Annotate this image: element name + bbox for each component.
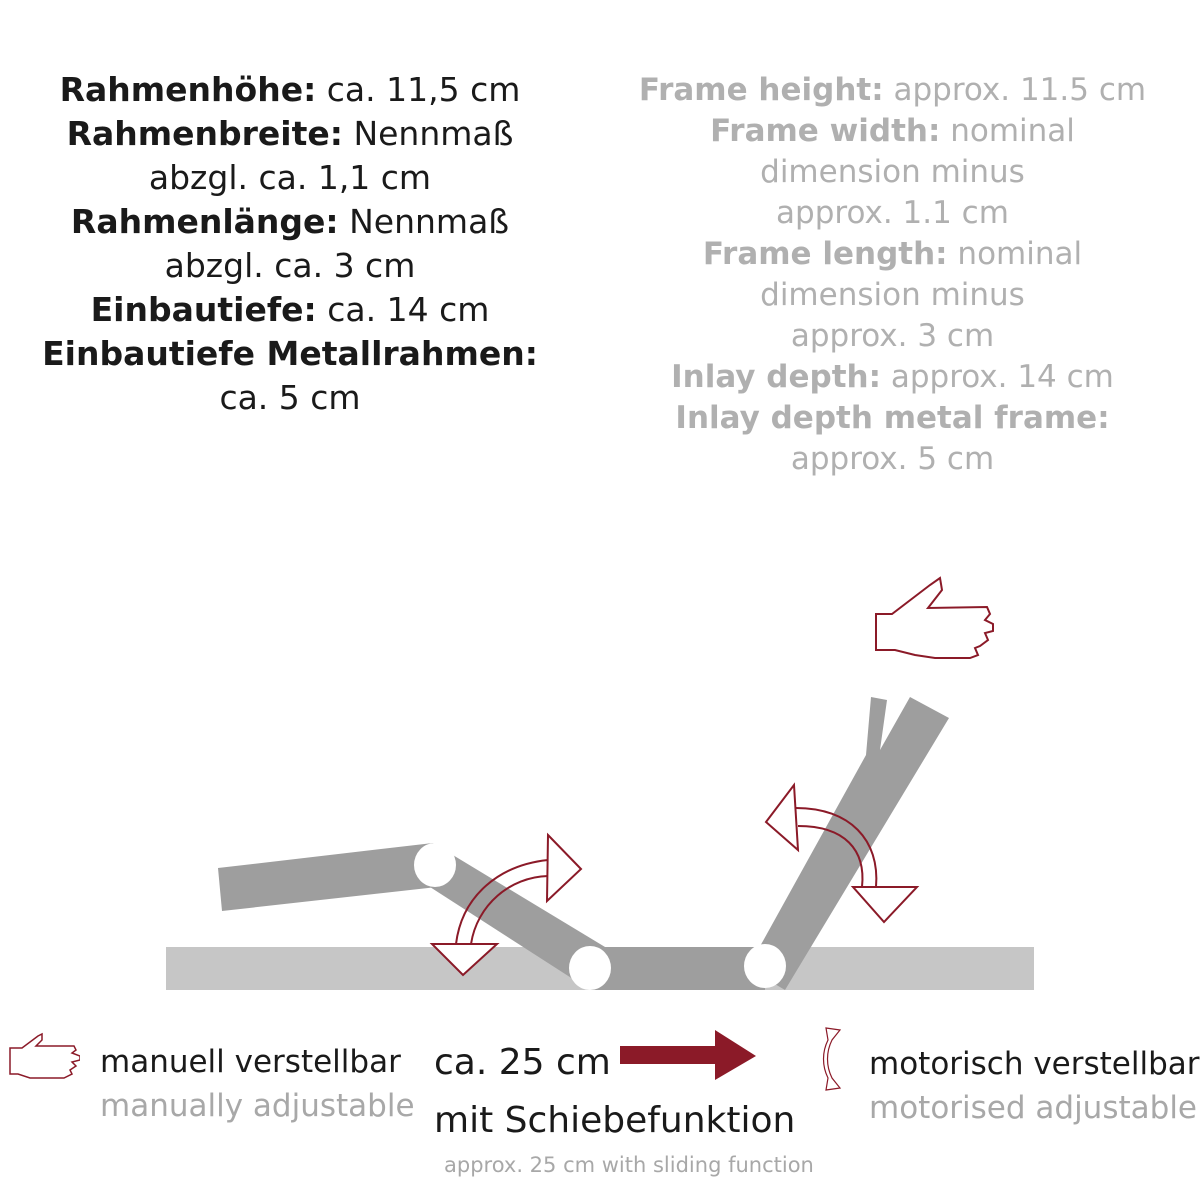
spec-value: dimension minus <box>760 154 1025 190</box>
spec-label: Rahmenlänge: <box>70 202 339 241</box>
spec-value: abzgl. ca. 1,1 cm <box>148 158 432 197</box>
spec-value: dimension minus <box>760 277 1025 313</box>
spec-value: ca. 11,5 cm <box>316 70 521 109</box>
spec-value: Nennmaß <box>342 114 514 153</box>
joint <box>414 843 456 887</box>
spec-value: Nennmaß <box>338 202 510 241</box>
spec-label: Rahmenbreite: <box>66 114 343 153</box>
spec-value: approx. 1.1 cm <box>776 195 1009 231</box>
spec-value: approx. 5 cm <box>790 441 995 477</box>
spec-value: nominal <box>947 236 1083 272</box>
slide-label-de-1: ca. 25 cm <box>434 1042 611 1083</box>
manual-legend-hand-icon <box>8 1032 80 1086</box>
spec-label: Frame height: <box>638 72 884 108</box>
spec-value: approx. 14 cm <box>881 359 1114 395</box>
middle-segment <box>590 947 765 990</box>
motor-label-de: motorisch verstellbar <box>869 1046 1200 1082</box>
joint <box>569 946 611 990</box>
spec-value: ca. 5 cm <box>219 378 361 417</box>
spec-label: Frame length: <box>702 236 948 272</box>
spec-label: Rahmenhöhe: <box>59 70 317 109</box>
spec-value: approx. 11.5 cm <box>883 72 1147 108</box>
spec-value: ca. 14 cm <box>316 290 490 329</box>
spec-value: approx. 3 cm <box>790 318 995 354</box>
spec-value: nominal <box>940 113 1075 149</box>
spec-value: abzgl. ca. 3 cm <box>164 246 416 285</box>
manual-label-en: manually adjustable <box>100 1088 415 1124</box>
hand-icon <box>876 578 993 658</box>
spec-label: Einbautiefe Metallrahmen: <box>42 334 538 373</box>
spec-label: Inlay depth: <box>671 359 881 395</box>
leg-segment <box>748 697 949 990</box>
spec-label: Inlay depth metal frame: <box>675 400 1110 436</box>
slide-label-en: approx. 25 cm with sliding function <box>444 1153 814 1177</box>
head-segment <box>218 843 437 911</box>
spec-label: Einbautiefe: <box>90 290 317 329</box>
joint <box>744 944 786 988</box>
motor-legend-curved-arrow-icon <box>818 1026 848 1096</box>
manual-label-de: manuell verstellbar <box>100 1044 401 1080</box>
right-arrow-icon <box>620 1030 760 1086</box>
slide-label-de-2: mit Schiebefunktion <box>434 1100 796 1141</box>
spec-label: Frame width: <box>710 113 941 149</box>
motor-label-en: motorised adjustable <box>869 1090 1197 1126</box>
